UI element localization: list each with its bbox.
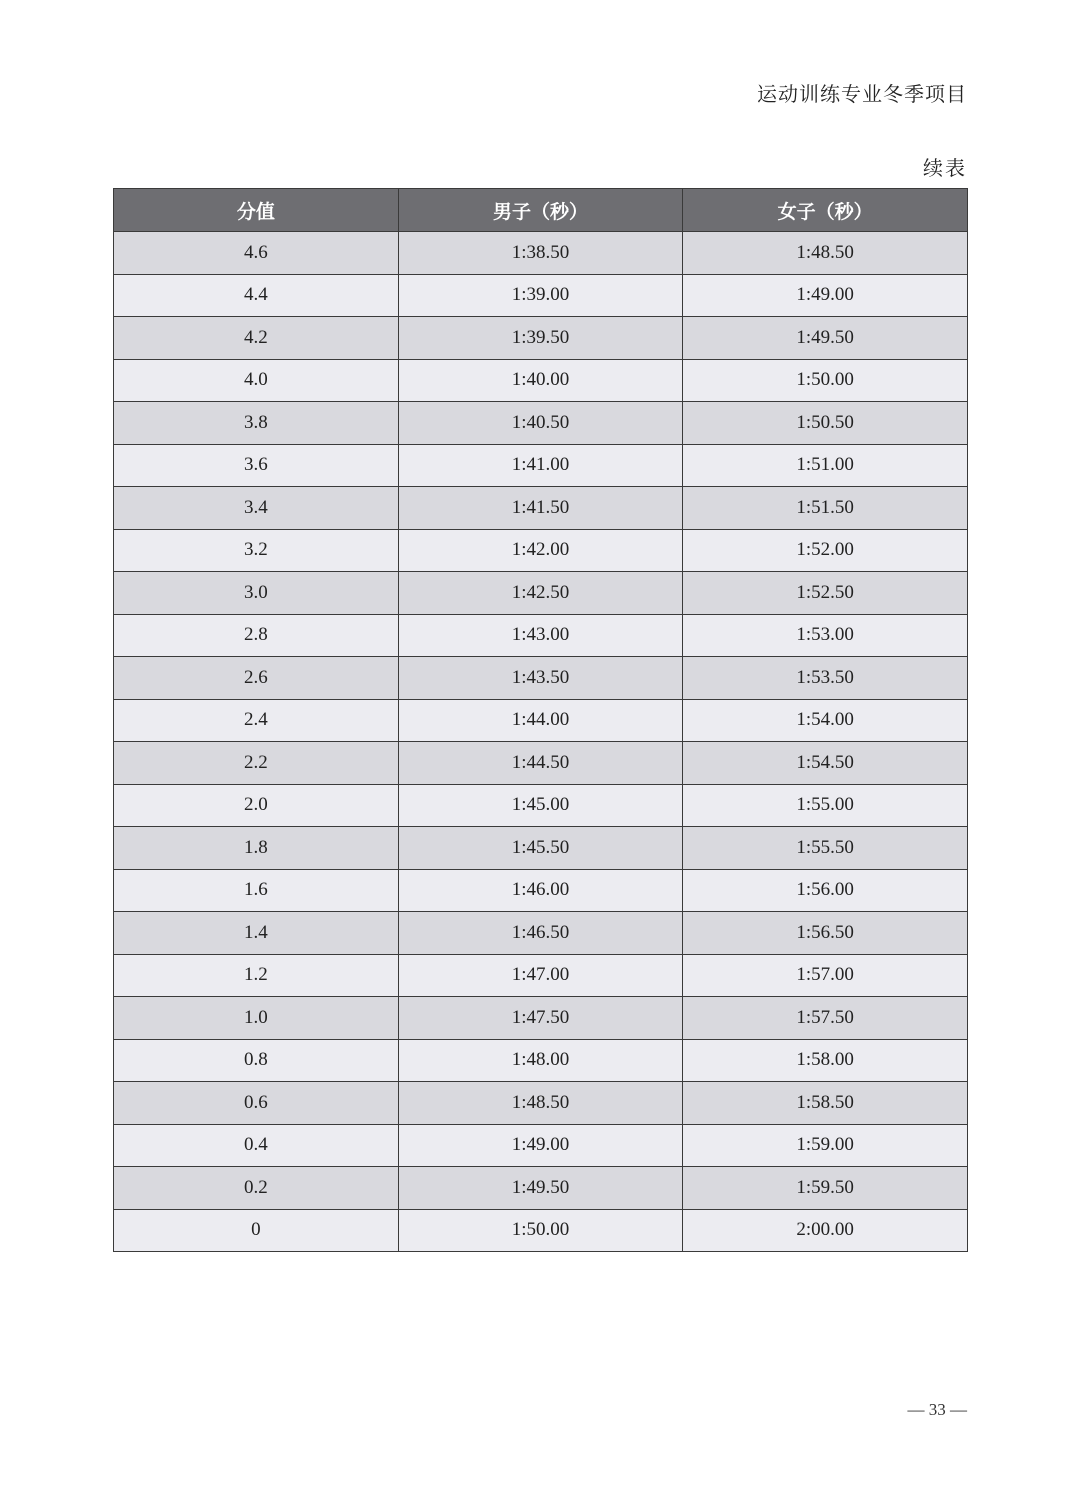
table-row bbox=[114, 232, 968, 275]
cell-male-time: 1:47.50 bbox=[398, 997, 683, 1040]
table-row bbox=[114, 954, 968, 997]
cell-female-time: 1:52.00 bbox=[683, 529, 968, 572]
cell-score: 4.2 bbox=[114, 317, 399, 360]
table-row bbox=[114, 402, 968, 445]
table-row bbox=[114, 359, 968, 402]
cell-female-time: 1:54.00 bbox=[683, 699, 968, 742]
cell-score: 1.2 bbox=[114, 954, 399, 997]
cell-score: 1.4 bbox=[114, 912, 399, 955]
cell-female-time: 1:56.50 bbox=[683, 912, 968, 955]
cell-male-time: 1:39.00 bbox=[398, 274, 683, 317]
cell-male-time: 1:49.50 bbox=[398, 1167, 683, 1210]
page-number: — 33 — bbox=[907, 1400, 967, 1419]
cell-female-time: 1:54.50 bbox=[683, 742, 968, 785]
cell-score: 0.4 bbox=[114, 1124, 399, 1167]
cell-score: 3.8 bbox=[114, 402, 399, 445]
table-row bbox=[114, 529, 968, 572]
cell-female-time: 1:51.50 bbox=[683, 487, 968, 530]
table-row bbox=[114, 869, 968, 912]
cell-male-time: 1:46.00 bbox=[398, 869, 683, 912]
cell-female-time: 1:57.50 bbox=[683, 997, 968, 1040]
table-header-row bbox=[114, 189, 968, 232]
cell-male-time: 1:42.00 bbox=[398, 529, 683, 572]
cell-score: 3.4 bbox=[114, 487, 399, 530]
cell-male-time: 1:39.50 bbox=[398, 317, 683, 360]
cell-male-time: 1:48.50 bbox=[398, 1082, 683, 1125]
table-row bbox=[114, 912, 968, 955]
cell-male-time: 1:38.50 bbox=[398, 232, 683, 275]
cell-male-time: 1:40.50 bbox=[398, 402, 683, 445]
table-row bbox=[114, 657, 968, 700]
table-row bbox=[114, 572, 968, 615]
table-row bbox=[114, 1082, 968, 1125]
cell-score: 2.8 bbox=[114, 614, 399, 657]
cell-score: 4.0 bbox=[114, 359, 399, 402]
cell-female-time: 1:58.00 bbox=[683, 1039, 968, 1082]
cell-male-time: 1:44.50 bbox=[398, 742, 683, 785]
table-row bbox=[114, 699, 968, 742]
cell-female-time: 1:57.00 bbox=[683, 954, 968, 997]
cell-male-time: 1:45.00 bbox=[398, 784, 683, 827]
column-header-male-seconds: 男子（秒） bbox=[398, 189, 683, 232]
table-row bbox=[114, 784, 968, 827]
cell-score: 0 bbox=[114, 1209, 399, 1252]
cell-male-time: 1:43.00 bbox=[398, 614, 683, 657]
cell-score: 2.0 bbox=[114, 784, 399, 827]
cell-male-time: 1:41.50 bbox=[398, 487, 683, 530]
cell-male-time: 1:44.00 bbox=[398, 699, 683, 742]
cell-female-time: 1:59.00 bbox=[683, 1124, 968, 1167]
cell-male-time: 1:49.00 bbox=[398, 1124, 683, 1167]
cell-female-time: 1:58.50 bbox=[683, 1082, 968, 1125]
cell-female-time: 1:59.50 bbox=[683, 1167, 968, 1210]
table-row bbox=[114, 1039, 968, 1082]
table-row bbox=[114, 1124, 968, 1167]
cell-score: 3.2 bbox=[114, 529, 399, 572]
table-row bbox=[114, 1209, 968, 1252]
cell-male-time: 1:50.00 bbox=[398, 1209, 683, 1252]
running-header-title: 运动训练专业冬季项目 bbox=[757, 82, 967, 106]
cell-male-time: 1:46.50 bbox=[398, 912, 683, 955]
cell-female-time: 1:55.00 bbox=[683, 784, 968, 827]
cell-male-time: 1:43.50 bbox=[398, 657, 683, 700]
continued-table-label: 续表 bbox=[923, 156, 967, 180]
cell-female-time: 1:53.50 bbox=[683, 657, 968, 700]
cell-female-time: 1:48.50 bbox=[683, 232, 968, 275]
table-row bbox=[114, 997, 968, 1040]
cell-score: 1.6 bbox=[114, 869, 399, 912]
cell-score: 2.4 bbox=[114, 699, 399, 742]
cell-score: 0.8 bbox=[114, 1039, 399, 1082]
cell-male-time: 1:41.00 bbox=[398, 444, 683, 487]
cell-score: 0.2 bbox=[114, 1167, 399, 1210]
column-header-female-seconds: 女子（秒） bbox=[683, 189, 968, 232]
table-row bbox=[114, 444, 968, 487]
cell-male-time: 1:47.00 bbox=[398, 954, 683, 997]
score-table bbox=[113, 188, 968, 1252]
cell-score: 3.6 bbox=[114, 444, 399, 487]
table-row bbox=[114, 1167, 968, 1210]
table-row bbox=[114, 614, 968, 657]
cell-female-time: 1:56.00 bbox=[683, 869, 968, 912]
cell-male-time: 1:45.50 bbox=[398, 827, 683, 870]
cell-female-time: 1:50.50 bbox=[683, 402, 968, 445]
cell-score: 2.2 bbox=[114, 742, 399, 785]
table-row bbox=[114, 487, 968, 530]
cell-score: 3.0 bbox=[114, 572, 399, 615]
cell-female-time: 2:00.00 bbox=[683, 1209, 968, 1252]
table-row bbox=[114, 827, 968, 870]
cell-score: 0.6 bbox=[114, 1082, 399, 1125]
cell-male-time: 1:40.00 bbox=[398, 359, 683, 402]
cell-female-time: 1:49.00 bbox=[683, 274, 968, 317]
cell-female-time: 1:53.00 bbox=[683, 614, 968, 657]
table-row bbox=[114, 274, 968, 317]
cell-female-time: 1:52.50 bbox=[683, 572, 968, 615]
cell-score: 4.6 bbox=[114, 232, 399, 275]
table-row bbox=[114, 317, 968, 360]
cell-male-time: 1:48.00 bbox=[398, 1039, 683, 1082]
cell-female-time: 1:49.50 bbox=[683, 317, 968, 360]
cell-score: 4.4 bbox=[114, 274, 399, 317]
cell-score: 2.6 bbox=[114, 657, 399, 700]
cell-score: 1.0 bbox=[114, 997, 399, 1040]
cell-female-time: 1:55.50 bbox=[683, 827, 968, 870]
table-row bbox=[114, 742, 968, 785]
cell-score: 1.8 bbox=[114, 827, 399, 870]
cell-female-time: 1:51.00 bbox=[683, 444, 968, 487]
column-header-score: 分值 bbox=[114, 189, 399, 232]
cell-female-time: 1:50.00 bbox=[683, 359, 968, 402]
cell-male-time: 1:42.50 bbox=[398, 572, 683, 615]
table-body bbox=[114, 232, 968, 1252]
